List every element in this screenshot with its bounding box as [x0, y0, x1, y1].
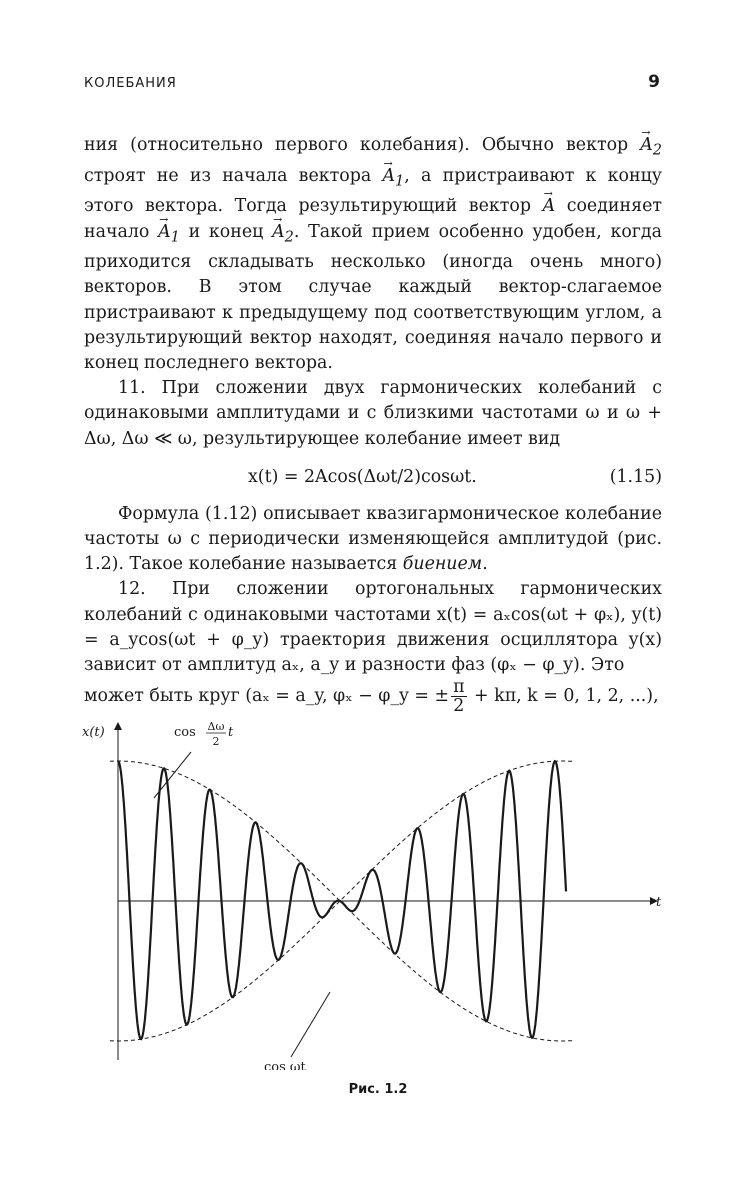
figure-caption: Рис. 1.2	[348, 1082, 408, 1097]
page-number: 9	[648, 72, 660, 92]
vector-a: → A	[543, 194, 556, 219]
paragraph-1: ния (относительно первого колебания). Обычно вектор → $A_2$ строят не из начала вектора → $A_1$, а пристраивают к концу этого вектора. Тогда результирующий вектор → A соединяет начало → $A_1$ и конец → $A_2$. Такой прием особенно удобен, когда приходится складывать несколько (иногда очень много) векторов. В этом случае каждый вектор-слагаемое пристраивают к предыдущему под соответствующим углом, а результирующий вектор находят, соединяя начало первого и конец последнего вектора.	[84, 133, 662, 376]
envelope-label-leader	[154, 752, 191, 798]
fraction-pi-over-2: $\frac{\pi}{2}$	[453, 677, 465, 717]
svg-text:cos: cos	[174, 725, 196, 740]
carrier-label: cos ωt	[264, 1060, 306, 1070]
vector-a2-b: → $A_2$	[272, 220, 294, 251]
svg-text:t: t	[228, 725, 234, 740]
paragraph-item-12: 12. При сложении ортогональных гармонических колебаний с одинаковыми частотами x(t) = aₓcos(ωt + φₓ), y(t) = a_ycos(ωt + φ_y) траектория движения осциллятора y(x) зависит от амплитуд aₓ, a_y и разности фаз (φₓ − φ_y). Это	[84, 579, 662, 676]
carrier-label-leader	[291, 992, 330, 1057]
y-axis-label: x(t)	[82, 725, 105, 740]
svg-text:2: 2	[212, 735, 220, 748]
formula-number: (1.15)	[609, 466, 662, 487]
beat-signal-curve	[118, 761, 566, 1039]
envelope-label	[174, 720, 234, 748]
running-head-section: КОЛЕБАНИЯ	[84, 76, 177, 91]
vector-a2: → $A_2$	[640, 133, 662, 164]
term-beats: биением	[402, 554, 483, 575]
beat-oscillation-figure	[66, 700, 686, 1070]
paragraph-circle: может быть круг (aₓ = a_y, φₓ − φ_y = ± $\frac{\pi}{2}$ + kπ, k = 0, 1, 2, ...),	[84, 677, 659, 717]
formula-1-15	[84, 462, 662, 492]
vector-a1-b: → $A_1$	[158, 220, 180, 251]
svg-text:Δω: Δω	[207, 720, 225, 733]
formula-expression: x(t) = 2Acos(Δωt/2)cosωt.	[248, 466, 477, 487]
x-axis-label: t	[656, 895, 662, 910]
paragraph-beats: Формула (1.12) описывает квазигармоническое колебание частоты ω с периодически изменяющейся амплитудой (рис. 1.2). Такое колебание называется биением.	[84, 503, 662, 575]
body-text	[84, 133, 662, 715]
paragraph-item-11: 11. При сложении двух гармонических колебаний с одинаковыми амплитудами и с близкими частотами ω и ω + Δω, Δω ≪ ω, результирующее колебание имеет вид	[84, 378, 662, 449]
vector-a1: → $A_1$	[382, 164, 404, 195]
